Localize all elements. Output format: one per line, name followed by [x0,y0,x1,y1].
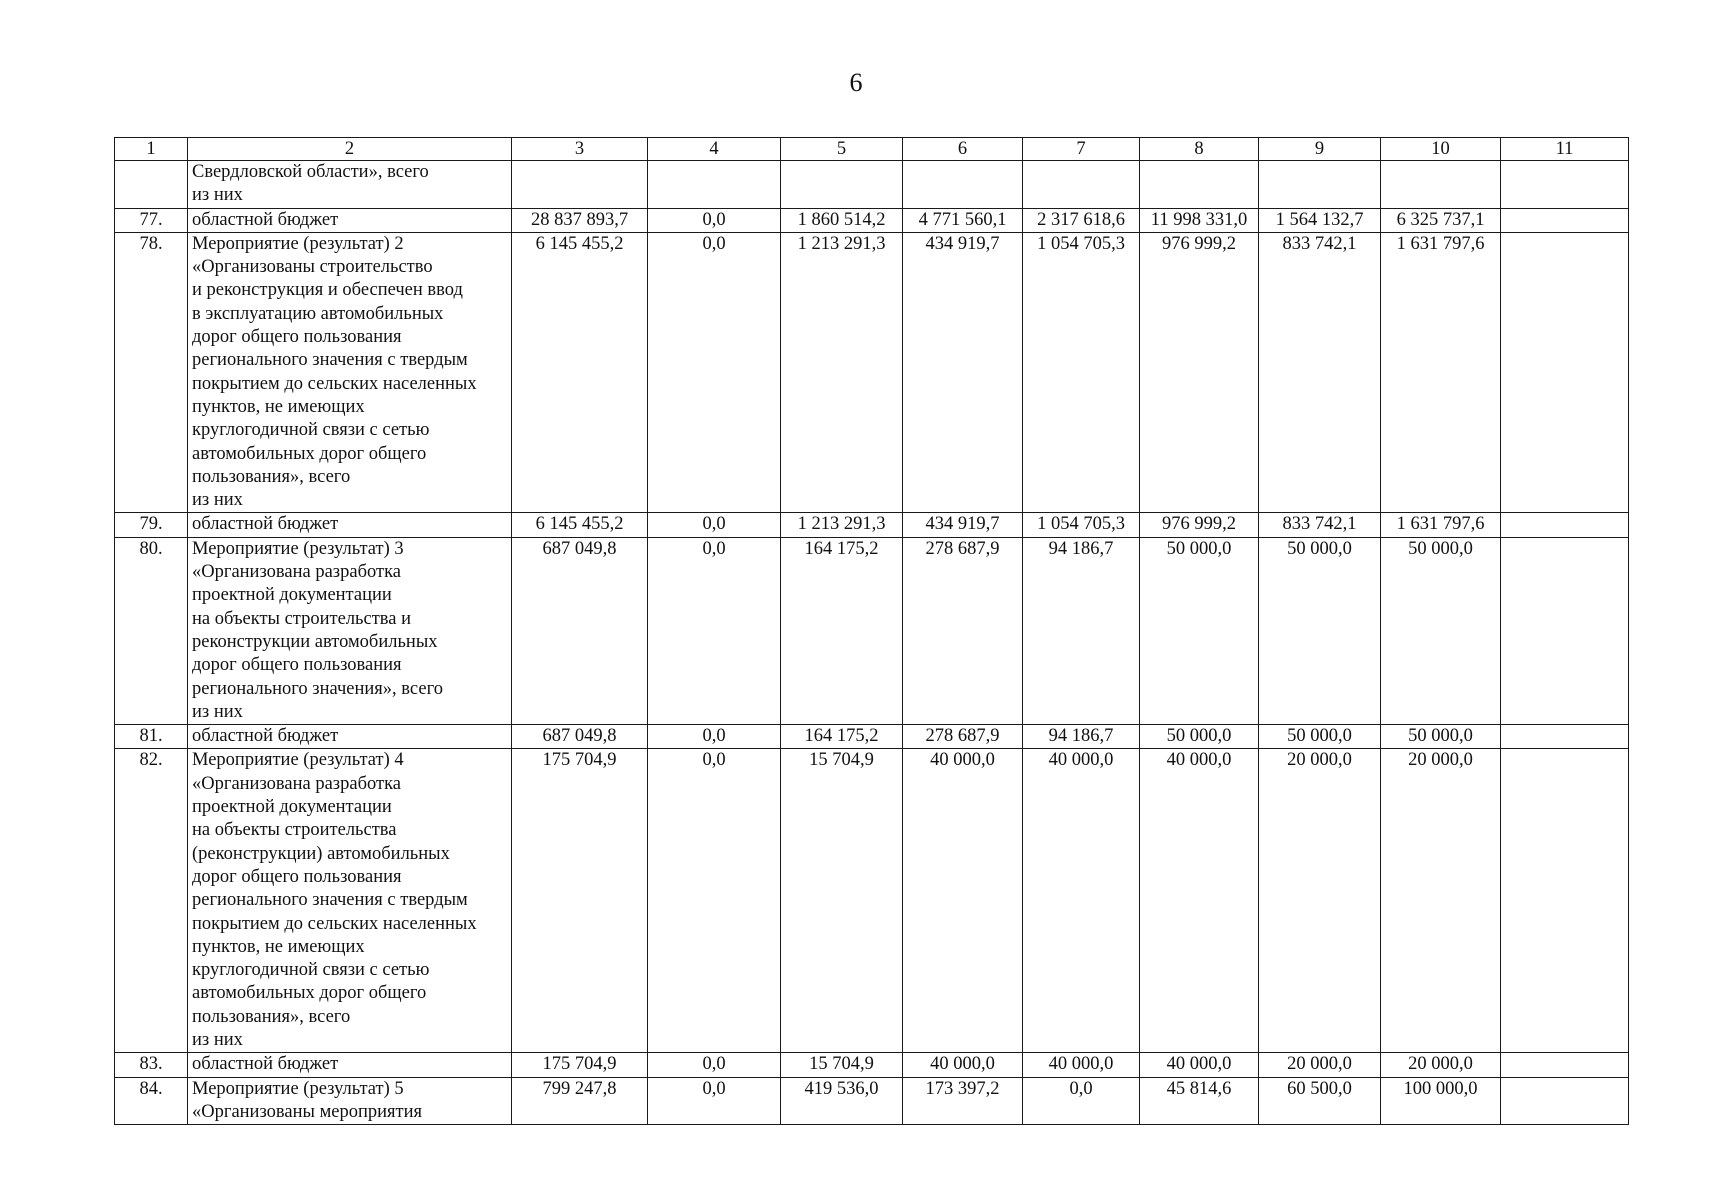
row-number: 77. [115,208,188,232]
value-cell: 1 213 291,3 [781,513,903,537]
value-cell: 1 213 291,3 [781,232,903,513]
value-cell: 20 000,0 [1259,749,1381,1053]
value-cell: 94 186,7 [1023,725,1140,749]
row-description [188,537,512,724]
row-description [188,513,512,537]
description-line: «Организована разработка [192,562,402,583]
table-body [115,161,1629,1125]
value-cell [903,161,1023,209]
column-header: 4 [648,138,781,161]
description-line: автомобильных дорог общего [192,983,427,1004]
description-line: и реконструкция и обеспечен ввод [192,280,463,301]
column-header: 1 [115,138,188,161]
description-line: Мероприятие (результат) 3 [192,538,404,559]
description-line: автомобильных дорог общего [192,443,427,464]
value-cell: 100 000,0 [1381,1077,1501,1125]
value-cell: 50 000,0 [1140,725,1259,749]
table-row [115,161,1629,209]
description-line: областной бюджет [192,726,339,747]
description-line: пользования», всего [192,1006,351,1027]
value-cell: 40 000,0 [1023,1053,1140,1077]
value-cell: 0,0 [648,725,781,749]
value-cell [1023,161,1140,209]
value-cell: 40 000,0 [903,1053,1023,1077]
value-cell: 0,0 [648,749,781,1053]
row-description [188,232,512,513]
table-row [115,725,1629,749]
description-line: регионального значения», всего [192,678,443,699]
description-line: из них [192,1029,243,1050]
table-row [115,1077,1629,1125]
description-line: Мероприятие (результат) 5 [192,1078,404,1099]
value-cell: 687 049,8 [512,725,648,749]
description-line: из них [192,490,243,511]
description-line: областной бюджет [192,514,339,535]
value-cell: 15 704,9 [781,1053,903,1077]
value-cell [1501,1077,1629,1125]
value-cell: 50 000,0 [1259,537,1381,724]
row-description [188,749,512,1053]
description-line: пользования», всего [192,466,351,487]
value-cell: 60 500,0 [1259,1077,1381,1125]
value-cell: 20 000,0 [1381,1053,1501,1077]
column-header: 5 [781,138,903,161]
value-cell [1501,161,1629,209]
value-cell [781,161,903,209]
description-line: в эксплуатацию автомобильных [192,303,444,324]
value-cell: 278 687,9 [903,537,1023,724]
value-cell: 175 704,9 [512,1053,648,1077]
value-cell: 833 742,1 [1259,232,1381,513]
description-line: областной бюджет [192,209,339,230]
value-cell: 164 175,2 [781,537,903,724]
description-line: проектной документации [192,585,392,606]
value-cell: 0,0 [648,1077,781,1125]
description-line: реконструкции автомобильных [192,631,438,652]
value-cell [648,161,781,209]
description-line: на объекты строительства и [192,608,412,629]
value-cell: 28 837 893,7 [512,208,648,232]
value-cell: 40 000,0 [903,749,1023,1053]
row-number [115,161,188,209]
value-cell: 11 998 331,0 [1140,208,1259,232]
column-number-row [115,138,1629,161]
page-number: 6 [849,68,863,97]
row-number: 80. [115,537,188,724]
value-cell [1501,513,1629,537]
value-cell: 1 054 705,3 [1023,232,1140,513]
column-header: 8 [1140,138,1259,161]
value-cell: 40 000,0 [1140,1053,1259,1077]
description-line: Мероприятие (результат) 2 [192,233,404,254]
column-header: 9 [1259,138,1381,161]
value-cell: 976 999,2 [1140,232,1259,513]
description-line: регионального значения с твердым [192,890,468,911]
description-line: Свердловской области», всего [192,162,429,182]
value-cell: 6 145 455,2 [512,232,648,513]
value-cell [1501,537,1629,724]
value-cell: 799 247,8 [512,1077,648,1125]
row-number: 81. [115,725,188,749]
value-cell: 94 186,7 [1023,537,1140,724]
description-line: дорог общего пользования [192,327,402,348]
value-cell: 434 919,7 [903,513,1023,537]
table-row [115,749,1629,1053]
value-cell: 833 742,1 [1259,513,1381,537]
description-line: круглогодичной связи с сетью [192,960,430,981]
row-number: 84. [115,1077,188,1125]
value-cell [1501,1053,1629,1077]
value-cell: 50 000,0 [1381,725,1501,749]
value-cell: 164 175,2 [781,725,903,749]
value-cell: 1 631 797,6 [1381,232,1501,513]
value-cell: 278 687,9 [903,725,1023,749]
description-line: областной бюджет [192,1054,339,1075]
value-cell: 15 704,9 [781,749,903,1053]
value-cell: 50 000,0 [1259,725,1381,749]
value-cell: 434 919,7 [903,232,1023,513]
value-cell [512,161,648,209]
value-cell: 0,0 [648,1053,781,1077]
description-line: из них [192,701,243,722]
value-cell: 173 397,2 [903,1077,1023,1125]
column-header: 2 [188,138,512,161]
value-cell: 45 814,6 [1140,1077,1259,1125]
value-cell: 976 999,2 [1140,513,1259,537]
value-cell: 1 054 705,3 [1023,513,1140,537]
value-cell: 1 860 514,2 [781,208,903,232]
description-line: дорог общего пользования [192,866,402,887]
description-line: из них [192,185,243,206]
budget-table [114,137,1629,1125]
row-description [188,1053,512,1077]
row-number: 79. [115,513,188,537]
table-row [115,1053,1629,1077]
description-line: на объекты строительства [192,820,397,841]
value-cell: 0,0 [1023,1077,1140,1125]
description-line: покрытием до сельских населенных [192,913,477,934]
description-line: круглогодичной связи с сетью [192,420,430,441]
table-row [115,208,1629,232]
value-cell: 40 000,0 [1140,749,1259,1053]
description-line: пунктов, не имеющих [192,936,365,957]
row-description [188,161,512,209]
row-description [188,1077,512,1125]
table-row [115,513,1629,537]
description-line: покрытием до сельских населенных [192,373,477,394]
value-cell: 1 564 132,7 [1259,208,1381,232]
row-number: 83. [115,1053,188,1077]
value-cell: 4 771 560,1 [903,208,1023,232]
row-number: 82. [115,749,188,1053]
description-line: (реконструкции) автомобильных [192,843,450,864]
value-cell: 687 049,8 [512,537,648,724]
table-row [115,537,1629,724]
value-cell: 6 325 737,1 [1381,208,1501,232]
value-cell [1501,749,1629,1053]
description-line: Мероприятие (результат) 4 [192,750,404,771]
value-cell: 0,0 [648,232,781,513]
value-cell [1501,208,1629,232]
value-cell [1140,161,1259,209]
value-cell: 1 631 797,6 [1381,513,1501,537]
description-line: дорог общего пользования [192,655,402,676]
description-line: «Организованы строительство [192,257,433,278]
value-cell: 40 000,0 [1023,749,1140,1053]
description-line: «Организована разработка [192,773,402,794]
value-cell [1501,232,1629,513]
value-cell: 6 145 455,2 [512,513,648,537]
value-cell: 20 000,0 [1381,749,1501,1053]
description-line: регионального значения с твердым [192,350,468,371]
value-cell [1259,161,1381,209]
description-line: «Организованы мероприятия [192,1101,423,1122]
column-header: 10 [1381,138,1501,161]
description-line: пунктов, не имеющих [192,396,365,417]
value-cell: 175 704,9 [512,749,648,1053]
row-number: 78. [115,232,188,513]
table-row [115,232,1629,513]
column-header: 11 [1501,138,1629,161]
value-cell: 0,0 [648,208,781,232]
value-cell: 419 536,0 [781,1077,903,1125]
value-cell [1501,725,1629,749]
column-header: 6 [903,138,1023,161]
value-cell: 0,0 [648,513,781,537]
value-cell: 20 000,0 [1259,1053,1381,1077]
value-cell: 50 000,0 [1381,537,1501,724]
column-header: 7 [1023,138,1140,161]
row-description [188,208,512,232]
value-cell [1381,161,1501,209]
value-cell: 50 000,0 [1140,537,1259,724]
value-cell: 2 317 618,6 [1023,208,1140,232]
column-header: 3 [512,138,648,161]
value-cell: 0,0 [648,537,781,724]
description-line: проектной документации [192,797,392,818]
row-description [188,725,512,749]
